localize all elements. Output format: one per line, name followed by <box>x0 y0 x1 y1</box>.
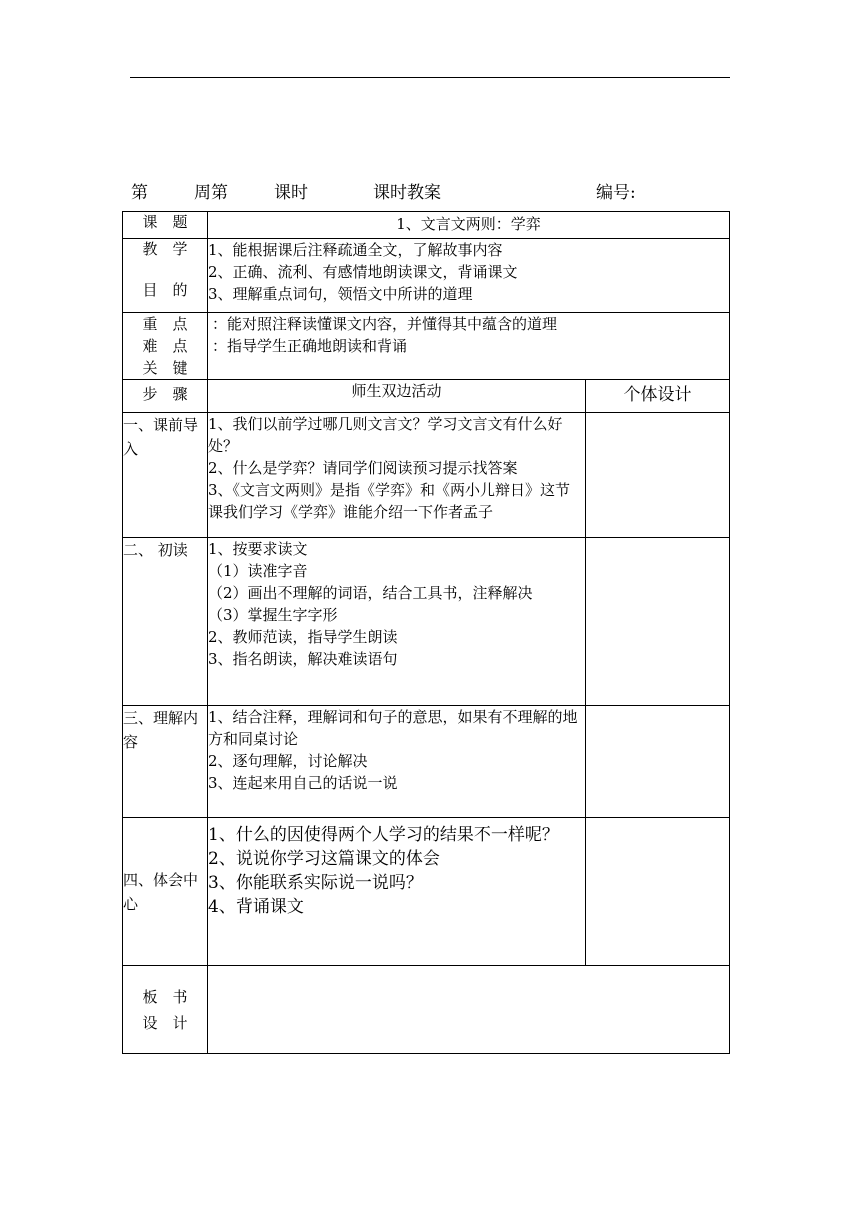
objective-item: 2、正确、流利、有感情地朗读课文，背诵课文 <box>208 263 518 281</box>
objective-item: 1、能根据课后注释疏通全文，了解故事内容 <box>208 241 503 259</box>
topic-label: 课 题 <box>123 212 208 239</box>
board-design-content <box>208 966 730 1054</box>
topic-title: 1、文言文两则：学弈 <box>208 212 730 239</box>
step-item: 1、按要求读文 <box>208 540 308 558</box>
objective-item: 3、理解重点词句，领悟文中所讲的道理 <box>208 285 473 303</box>
step-item: （3）掌握生字字形 <box>208 606 338 624</box>
step-item: 2、什么是学弈？请同学们阅读预习提示找答案 <box>208 459 518 477</box>
objectives-label: 教 学 目 的 <box>123 239 208 313</box>
key-point-item: ：指导学生正确地朗读和背诵 <box>212 337 408 355</box>
key-points-row <box>123 313 730 380</box>
objectives-content <box>208 239 730 313</box>
board-design-label: 板 书 设 计 <box>123 966 208 1054</box>
step-item: 3、连起来用自己的话说一说 <box>208 774 398 792</box>
step-row <box>123 706 730 818</box>
header-rule <box>130 77 730 78</box>
step-item: 3、指名朗读，解决难读语句 <box>208 650 398 668</box>
step-item: （2）画出不理解的词语，结合工具书，注释解决 <box>208 584 533 602</box>
step-design <box>586 413 730 538</box>
step-label: 三、理解内容 <box>123 706 208 818</box>
lesson-suffix: 课时 <box>274 183 308 203</box>
step-item: 1、结合注释，理解词和句子的意思，如果有不理解的地方和同桌讨论 <box>208 708 578 748</box>
step-item: 3、你能联系实际说一说吗？ <box>208 873 423 893</box>
step-row <box>123 413 730 538</box>
step-label: 一、课前导入 <box>123 413 208 538</box>
lesson-header <box>0 178 860 202</box>
number-label: 编号: <box>596 183 636 203</box>
topic-row <box>123 212 730 239</box>
week-prefix: 第 <box>131 183 148 203</box>
lesson-plan-table <box>122 211 730 1054</box>
steps-label: 步 骤 <box>123 380 208 413</box>
key-points-content <box>208 313 730 380</box>
step-item: 4、背诵课文 <box>208 897 304 917</box>
plan-label: 课时教案 <box>373 183 441 203</box>
design-header: 个体设计 <box>586 380 730 413</box>
step-item: 1、什么的因使得两个人学习的结果不一样呢？ <box>208 825 559 845</box>
step-design <box>586 706 730 818</box>
step-label: 二、 初读 <box>123 538 208 706</box>
step-activities <box>208 818 586 966</box>
steps-header-row <box>123 380 730 413</box>
step-item: 2、逐句理解，讨论解决 <box>208 752 368 770</box>
step-item: （1）读准字音 <box>208 562 308 580</box>
step-activities <box>208 706 586 818</box>
step-item: 3、《文言文两则》是指《学弈》和《两小儿辩日》这节课我们学习《学弈》谁能介绍一下作者孟子 <box>208 481 571 521</box>
week-middle: 周第 <box>194 183 228 203</box>
objectives-row <box>123 239 730 313</box>
step-activities <box>208 538 586 706</box>
activity-header: 师生双边活动 <box>208 380 586 413</box>
step-label: 四、体会中心 <box>123 818 208 966</box>
step-design <box>586 538 730 706</box>
board-design-row <box>123 966 730 1054</box>
step-row <box>123 818 730 966</box>
step-item: 1、我们以前学过哪几则文言文？学习文言文有什么好处？ <box>208 415 563 455</box>
step-row <box>123 538 730 706</box>
step-item: 2、教师范读，指导学生朗读 <box>208 628 398 646</box>
key-points-label: 重 点 难 点 关 键 <box>123 313 208 380</box>
step-design <box>586 818 730 966</box>
step-activities <box>208 413 586 538</box>
step-item: 2、说说你学习这篇课文的体会 <box>208 849 440 869</box>
key-point-item: ：能对照注释读懂课文内容，并懂得其中蕴含的道理 <box>212 315 558 333</box>
